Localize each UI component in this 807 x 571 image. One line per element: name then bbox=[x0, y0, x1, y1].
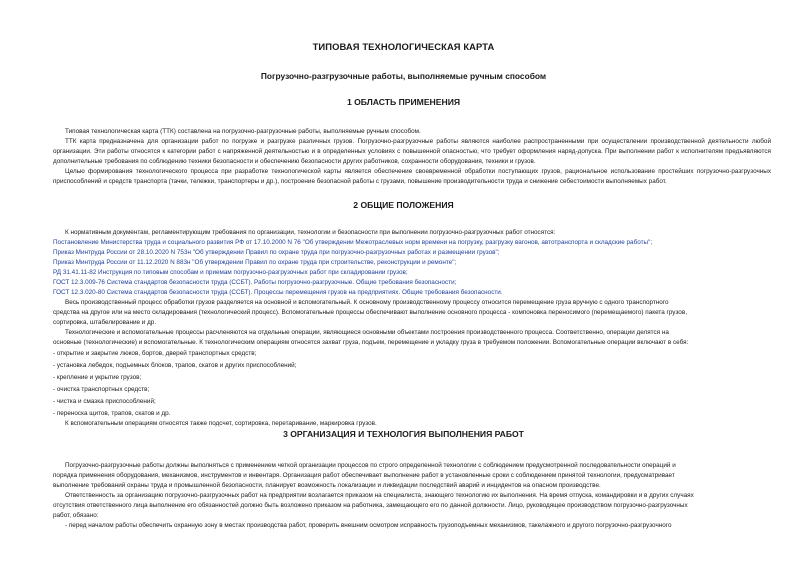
normative-doc-link[interactable]: ГОСТ 12.3.020-80 Система стандартов безопасности труда (ССБТ). Процессы перемещения грузов на предприятиях. Общие требования безопасности. bbox=[53, 289, 503, 296]
section-3-paragraph-line: работ, обязано: bbox=[53, 512, 99, 519]
operations-paragraph-line: Технологические и вспомогательные процессы расчленяются на отдельные операции, являющиеся основными объектами построения производственного процесса. Соответственно, операции делятся на bbox=[65, 329, 669, 336]
list-item: - открытие и закрытие люков, бортов, дверей транспортных средств; bbox=[53, 350, 257, 357]
list-item: - чистка и смазка приспособлений; bbox=[53, 398, 156, 405]
normative-doc-link[interactable]: Постановление Министерства труда и социального развития РФ от 17.10.2000 N 76 "Об утверждении Межотраслевых норм времени на погрузку, разгрузку вагонов, автотранспорта и складские работы"; bbox=[53, 239, 653, 246]
section-1-heading: 1 ОБЛАСТЬ ПРИМЕНЕНИЯ bbox=[346, 97, 461, 107]
section-2-intro: К нормативным документам, регламентирующим требования по организации, технологии и безопасности при выполнении погрузочно-разгрузочных работ относятся: bbox=[65, 229, 556, 236]
operations-paragraph-line: основные (технологические) и вспомогательные. К технологическим операциям относятся захват груза, подъем, перемещение и укладку груза в требуемом положении. Вспомогательные операции включают в себя: bbox=[53, 339, 689, 346]
normative-doc-link[interactable]: ГОСТ 12.3.009-76 Система стандартов безопасности труда (ССБТ). Работы погрузочно-разгрузочные. Общие требования безопасности; bbox=[53, 279, 457, 286]
process-paragraph-line: сортировка, штабелирование и др. bbox=[53, 319, 157, 326]
list-item: - крепление и укрытие грузов; bbox=[53, 374, 142, 381]
section-3-paragraph-line: порядка применения оборудования, механизмов, инструментов и инвентаря. Организация работ обеспечивает выполнение работ в установленные сроки с соблюдением принятой технологии, предусматривает bbox=[53, 472, 675, 479]
process-paragraph-line: средства на другое или на место складирования (технологический процесс). Вспомогательные процессы обеспечивают выполнение основного процесса - компоновка переносимого (перемещаемого) пакета грузов, bbox=[53, 309, 687, 316]
normative-doc-link[interactable]: Приказ Минтруда России от 28.10.2020 N 753н "Об утверждении Правил по охране труда при погрузочно-разгрузочных работах и размещении грузов"; bbox=[53, 249, 500, 256]
list-item: - переноска щитов, трапов, скатов и др. bbox=[53, 410, 171, 417]
section-3-paragraph-line: выполнение требований охраны труда и промышленной безопасности, планирует возможность локализации и ликвидации последствий аварий и инцидентов на опасном производстве. bbox=[53, 482, 601, 489]
section-3-paragraph-line: - перед началом работы обеспечить охранную зону в местах производства работ, проверить внешним осмотром исправность грузоподъемных механизмов, такелажного и другого погрузочно-разгрузочного bbox=[65, 522, 672, 529]
document-title: ТИПОВАЯ ТЕХНОЛОГИЧЕСКАЯ КАРТА bbox=[312, 41, 495, 52]
normative-doc-link[interactable]: РД 31.41.11-82 Инструкция по типовым способам и приемам погрузочно-разгрузочных работ при складировании грузов; bbox=[53, 269, 408, 276]
section-3-paragraph-line: Ответственность за организацию погрузочно-разгрузочных работ на предприятии возлагается приказом на специалиста, знающего технологию их выполнения. На время отпуска, командировки и в других случаях bbox=[65, 492, 694, 499]
section-3-paragraph-line: отсутствия ответственного лица выполнение его обязанностей должно быть возложено приказом на работника, замещающего его по данной должности. Лицо, руководящее производством погрузочно-разгрузочных bbox=[53, 502, 688, 509]
normative-doc-link[interactable]: Приказ Минтруда России от 11.12.2020 N 883н "Об утверждении Правил по охране труда при строительстве, реконструкции и ремонте"; bbox=[53, 259, 457, 266]
section-1-paragraph-3: Целью формирования технологического процесса при разработке технологической карты является обеспечение своевременной обработки поступающих грузов, рациональное использование простейших погрузочно-разгрузочных приспособлений и средств транспорта (тачки, тележки, транспортеры и др.), построение безопасной работы с грузами, повышение производительности труда и снижение себестоимости выполняемых работ. bbox=[53, 168, 771, 185]
process-paragraph-line: Весь производственный процесс обработки грузов разделяется на основной и вспомогательный. К основному производственному процессу относится перемещение груза вручную с одного транспортного bbox=[65, 299, 669, 306]
document-subtitle: Погрузочно-разгрузочные работы, выполняемые ручным способом bbox=[260, 71, 547, 81]
section-2-closing: К вспомогательным операциям относятся также подсчет, сортировка, перетаривание, маркировка грузов. bbox=[65, 420, 377, 427]
list-item: - установка лебедок, подъемных блоков, трапов, скатов и других приспособлений; bbox=[53, 362, 297, 369]
section-3-paragraph-line: Погрузочно-разгрузочные работы должны выполняться с применением четкой организации процессов по строго определенной технологии с соблюдением предусмотренной последовательности операций и bbox=[65, 462, 676, 469]
section-2-heading: 2 ОБЩИЕ ПОЛОЖЕНИЯ bbox=[353, 200, 454, 210]
section-3-heading: 3 ОРГАНИЗАЦИЯ И ТЕХНОЛОГИЯ ВЫПОЛНЕНИЯ РАБОТ bbox=[283, 429, 524, 439]
section-1-paragraph-2: ТТК карта предназначена для организации работ по погрузке и разгрузке различных грузов. Погрузочно-разгрузочные работы являются наиболее распространенными при осуществлении производственной деятельности любой организации. Эти работы относятся к категории работ с напряженной деятельностью и в определенных условиях с повышенной опасностью, что требует оформления наряд-допуска. При выполнении работ к исполнителям предъявляются дополнительные требования по соблюдению техники безопасности и обеспечению безопасности других работников, сохранности оборудования, техники и грузов. bbox=[53, 138, 771, 165]
list-item: - очистка транспортных средств; bbox=[53, 386, 150, 393]
section-1-paragraph-1: Типовая технологическая карта (ТТК) составлена на погрузочно-разгрузочные работы, выполняемые ручным способом. bbox=[65, 128, 421, 135]
